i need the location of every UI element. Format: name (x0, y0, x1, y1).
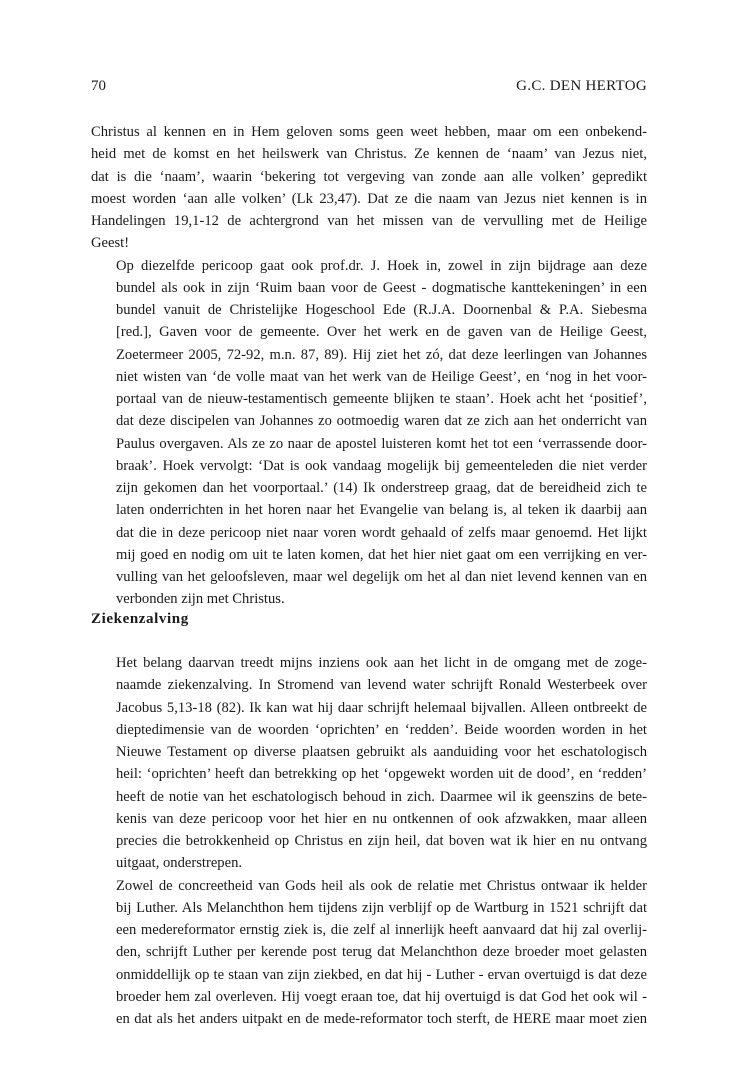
text-line: niet wisten van ‘de volle maat van het werk van de Heilige Geest’, en ‘nog in het voor- (116, 368, 647, 385)
page-number: 70 (91, 78, 106, 94)
text-line: Zoetermeer 2005, 72-92, m.n. 87, 89). Hij ziet het zó, dat deze leerlingen van Johannes (116, 346, 647, 363)
paragraph (91, 875, 647, 1031)
running-head: G.C. DEN HERTOG (516, 78, 647, 94)
text-line: verbonden zijn met Christus. (116, 591, 285, 608)
text-line: Paulus overgaven. Als ze zo naar de apostel luisteren komt het tot een ‘verrassende door- (116, 435, 647, 452)
text-line: onmiddellijk op te staan van zijn ziekbed, en dat hij - Luther - ervan overtuigd is dat deze (116, 966, 647, 983)
text-line: uitgaat, onderstrepen. (116, 855, 243, 872)
text-line: dat deze discipelen van Johannes zo ootmoedig waren dat ze zich aan het onderricht van (116, 413, 647, 430)
text-line: dat die in deze pericoop niet naar voren wordt gehaald of zelfs maar genoemd. Het lijkt (116, 524, 647, 541)
text-line: bundel als ook in zijn ‘Ruim baan voor de Geest - dogmatische kanttekeningen’ in een (116, 279, 647, 296)
text-line: dat is die ‘naam’, waarin ‘bekering tot vergeving van zonde aan alle volken’ gepredikt (91, 168, 647, 185)
section-body (91, 652, 647, 1030)
text-line: dieptedimensie van de woorden ‘oprichten’ en ‘redden’. Beide woorden worden in het (116, 721, 647, 738)
text-line: broeder hem zal overleven. Hij voegt eraan toe, dat hij overtuigd is dat God het ook wil - (116, 988, 647, 1005)
text-line: en dat als het anders uitpakt en de mede-reformator toch sterft, de HERE maar moet zien (116, 1011, 647, 1027)
text-line: bij Luther. Als Melanchthon hem tijdens zijn verblijf op de Wartburg in 1521 schrijft dat (116, 899, 647, 916)
text-line: Geest! (91, 235, 130, 252)
text-line: laten onderrichten in het horen naar het Evangelie van belang is, al teken ik daarbij aan (116, 502, 647, 519)
text-line: heeft de notie van het eschatologisch behoud in zich. Daarmee wil ik geenszins de bete- (116, 788, 647, 805)
section-heading: Ziekenzalving (91, 611, 189, 627)
text-line: portaal van de nieuw-testamentisch gemeente blijken te staan’. Hoek acht het ‘positief’, (116, 391, 647, 407)
text-line: [red.], Gaven voor de gemeente. Over het werk en de gaven van de Heilige Geest, (116, 324, 647, 341)
text-line: kenis van deze pericoop voor het hier en nu ontkennen of ook afzwakken, maar alleen (116, 810, 647, 827)
text-line: Op diezelfde pericoop gaat ook prof.dr. J. Hoek in, zowel in zijn bijdrage aan deze (116, 257, 647, 274)
text-line: braak’. Hoek vervolgt: ‘Dat is ook vandaag mogelijk bij gemeenteleden die niet verder (116, 457, 647, 474)
text-line: heil: ‘oprichten’ heeft dan betrekking op het ‘opgewekt worden uit de dood’, en ‘redden’ (116, 766, 647, 783)
text-line: Jacobus 5,13-18 (82). Ik kan wat hij daar schrijft helemaal bijvallen. Alleen ontbreekt de (116, 699, 647, 716)
paragraph (91, 255, 647, 611)
text-line: vulling van het geloofsleven, maar wel degelijk om het al dan niet levend kennen van en (116, 569, 647, 585)
text-line: mij goed en nodig om uit te laten komen, dat het hier niet gaat om een verrijking en ver- (116, 546, 647, 563)
text-line: Handelingen 19,1-12 de achtergrond van het missen van de vervulling met de Heilige (91, 213, 647, 229)
text-line: Zowel de concreetheid van Gods heil als ook de relatie met Christus ontwaar ik helder (116, 877, 647, 894)
paragraph (91, 121, 647, 255)
body-text-top (91, 121, 647, 611)
text-line: heid met de komst en het heilswerk van Christus. Ze kennen de ‘naam’ van Jezus niet, (91, 146, 647, 163)
text-line: den, schrijft Luther per kerende post terug dat Melanchthon deze broeder moet gelasten (116, 944, 647, 961)
text-line: zijn gekomen dan het voorportaal.’ (14) Ik onderstreep graag, dat de bereidheid zich te (116, 480, 647, 496)
text-line: bundel vanuit de Christelijke Hogeschool Ede (R.J.A. Doornenbal & P.A. Siebesma (116, 302, 647, 318)
paragraph (91, 652, 647, 875)
text-line: een medereformator ernstig ziek is, die zelf al innerlijk heeft aanvaard dat hij zal overlij- (116, 922, 647, 938)
page-header (91, 78, 647, 100)
text-line: moest worden ‘aan alle volken’ (Lk 23,47). Dat ze die naam van Jezus niet kennen is in (91, 190, 647, 207)
text-line: Nieuwe Testament op diverse plaatsen gebruikt als aanduiding voor het eschatologisch (116, 744, 647, 760)
text-line: naamde ziekenzalving. In Stromend van levend water schrijft Ronald Westerbeek over (116, 677, 647, 694)
text-line: Het belang daarvan treedt mijns inziens ook aan het licht in de omgang met de zoge- (116, 655, 647, 671)
text-line: precies die betrokkenheid op Christus en zijn heil, dat boven wat ik hier en nu ontvang (116, 833, 647, 849)
text-line: Christus al kennen en in Hem geloven soms geen weet hebben, maar om een onbekend- (91, 124, 647, 140)
